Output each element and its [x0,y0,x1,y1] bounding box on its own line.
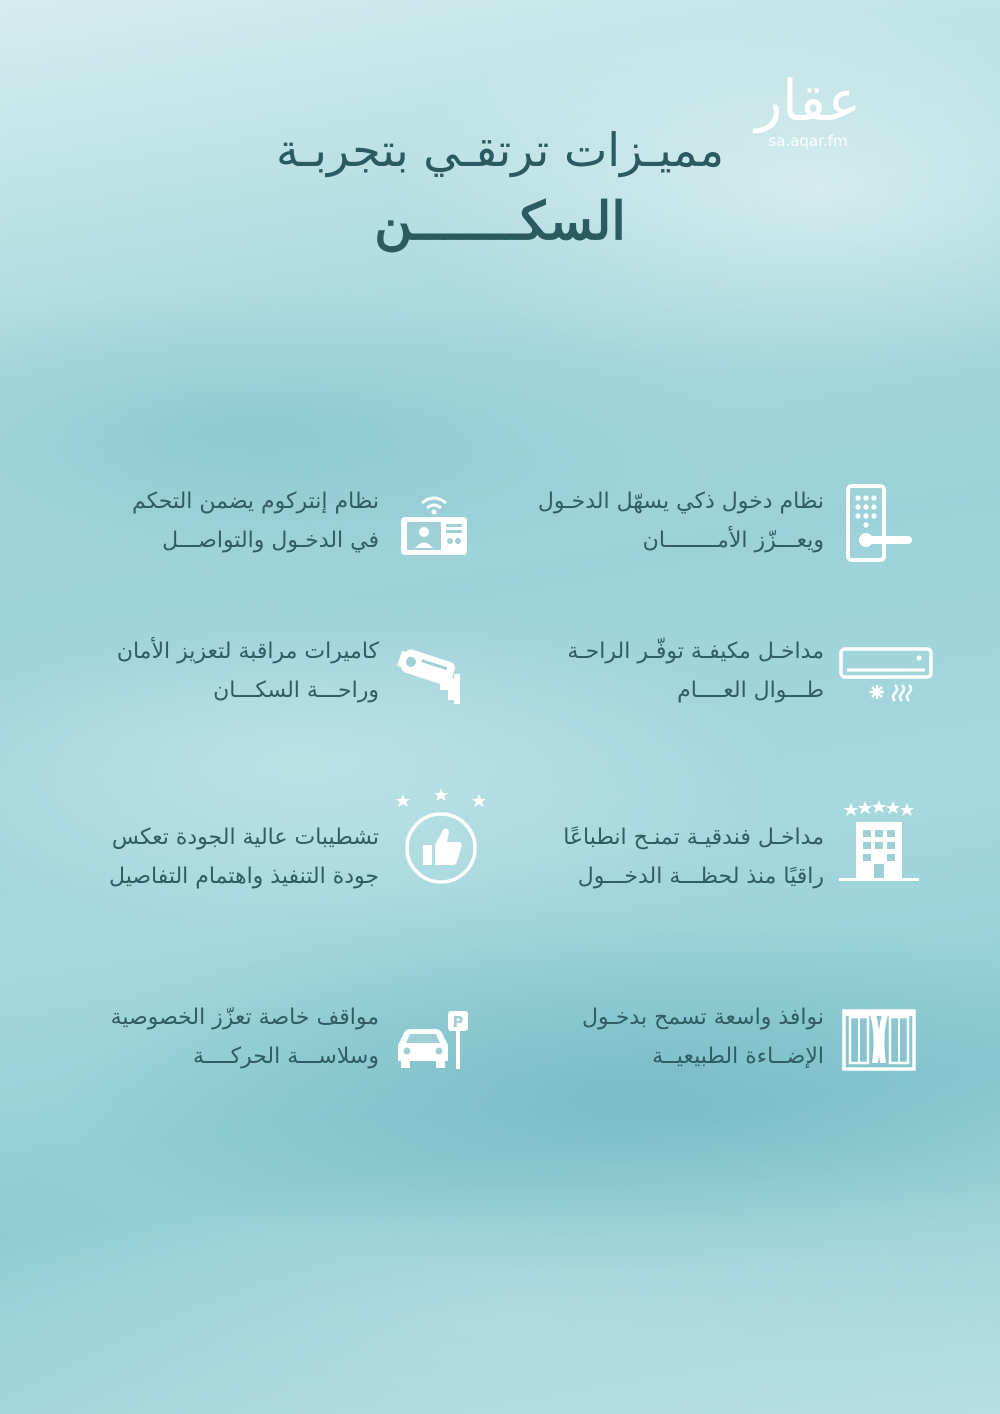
feature-line-1: نوافذ واسعة تسمح بدخـول [582,1005,824,1030]
smart-lock-icon [838,482,920,566]
feature-text [49,818,379,896]
intercom-icon [393,482,475,566]
feature-intercom [45,482,475,592]
feature-line-1: نظام إنتركوم يضمن التحكم [131,489,379,514]
feature-text [49,482,379,560]
feature-line-2: الإضــاءة الطبيعيــة [652,1044,824,1069]
feature-quality-finishes [45,818,475,928]
feature-line-1: نظام دخول ذكي يسهّل الدخـول [537,489,824,514]
logo-domain: sa.aqar.fm [768,132,848,150]
feature-line-1: مداخـل مكيفـة توفّـر الراحـة [567,639,824,664]
feature-text [49,998,379,1076]
feature-smart-entry [490,482,920,592]
title-line-1: مميـزات ترتقـي بتجربـة [275,123,725,177]
feature-wide-windows [490,998,920,1108]
title-line-2: السكـــــــن [374,191,626,252]
feature-private-parking [45,998,475,1108]
hotel-building-icon [838,806,920,878]
feature-text [49,632,379,710]
feature-text [494,998,824,1076]
feature-line-1: كاميرات مراقبة لتعزيز الأمان [116,639,379,664]
air-conditioner-icon [838,632,934,716]
parking-car-icon [393,998,475,1082]
feature-line-2: في الدخـول والتواصـــل [162,528,379,553]
page-title [150,118,850,262]
feature-hotel-entrances [490,818,920,928]
feature-air-conditioned [490,632,920,742]
feature-text [494,818,824,896]
feature-line-2: ويعـــزّز الأمــــــــان [642,528,824,553]
logo-wordmark: عقار [755,69,861,134]
feature-line-2: راقيًا منذ لحظـــة الدخـــول [577,864,824,889]
feature-line-1: مواقف خاصة تعزّز الخصوصية [110,1005,379,1030]
feature-line-2: وسلاســـة الحركــــة [193,1044,379,1069]
feature-line-1: مداخـل فندقيـة تمنـح انطباعًا [563,825,824,850]
security-camera-icon [393,632,475,716]
window-curtains-icon [838,998,920,1082]
feature-line-2: وراحـــة السكـــان [213,678,379,703]
feature-line-1: تشطيبات عالية الجودة تعكس [111,825,379,850]
feature-line-2: جودة التنفيذ واهتمام التفاصيل [109,864,379,889]
feature-text [494,482,824,560]
feature-text [494,632,824,710]
feature-security-cameras [45,632,475,742]
feature-line-2: طـــوال العــــام [677,678,824,703]
svg-text:P: P [452,1013,464,1031]
thumbs-up-stars-icon [393,788,489,888]
